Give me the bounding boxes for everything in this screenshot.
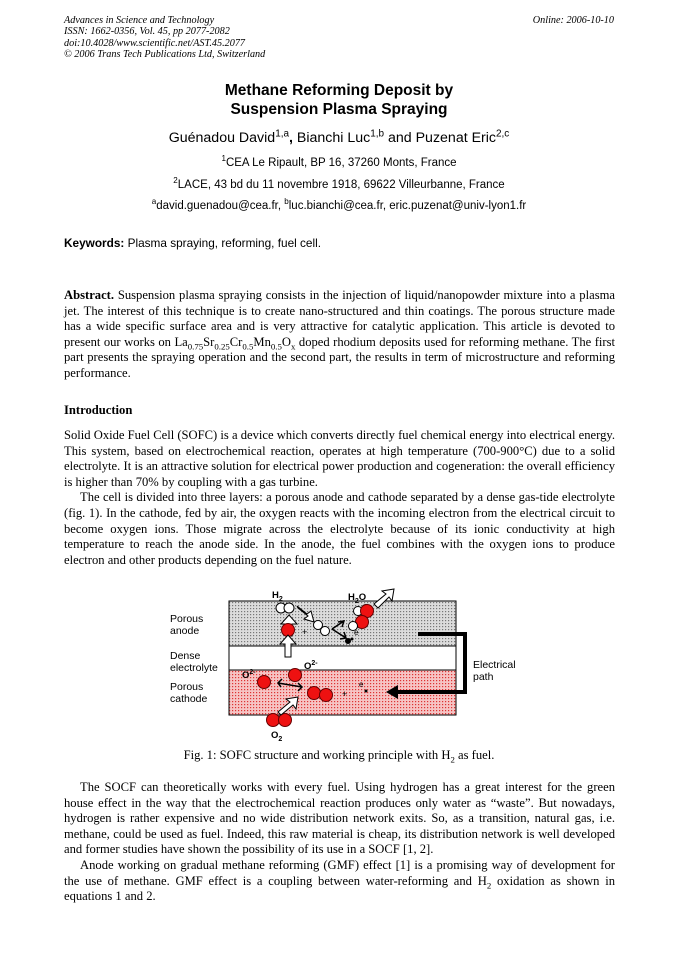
doi: doi:10.4028/www.scientific.net/AST.45.2077 [64,37,246,49]
label-plus-anode: + [302,627,308,637]
formula-el-o: O [281,334,292,349]
formula-sub-o: x [291,341,296,352]
figure-caption-sub: 2 [450,754,455,765]
affiliation-1-text: CEA Le Ripault, BP 16, 37260 Monts, France [225,157,457,169]
keywords-label: Keywords: [64,236,125,250]
author-3-sup: 2,c [496,128,510,140]
label-h2o-sub: 2 [354,598,359,605]
author-2: Bianchi Luc [296,130,371,146]
label-cathode-1: Porous [170,681,204,693]
author-1-sup: 1,a [275,128,289,140]
affiliation-1-sup: 1 [221,154,226,164]
email-b: luc.bianchi@cea.fr, eric.puzenat@univ-lyon1.fr [288,200,527,212]
abstract-text-1: Suspension plasma spraying consists in the injection of liquid/nanopowder mixture into a plasma jet. The interest of this technique is to create nano-structured and thin coatings. The porous structure made has a wide specific surface area and is very attractive for catalytic application. This article is devoted to present our works on [64,288,615,349]
electrolyte-layer [229,646,456,670]
oxygen-ion [289,669,302,682]
online-date: Online: 2006-10-10 [532,15,614,26]
figure-caption [0,748,678,763]
figure-caption-b: as fuel. [454,748,495,762]
email-a-sup: a [151,197,157,207]
label-eminus-cathode: e [359,680,364,689]
label-anode-1: Porous [170,613,204,625]
label-h2o-o: O [358,592,367,603]
label-o2minus-left-text: O [242,670,250,681]
body-paragraph-4-b: oxidation as shown in equations 1 and 2. [64,873,615,904]
author-1: Guénadou David [168,130,276,146]
formula-el-la: La [174,334,188,349]
title-line-2: Suspension Plasma Spraying [230,101,448,118]
journal-name: Advances in Science and Technology [64,15,215,26]
h2-atom [284,603,294,613]
label-plus-cathode: + [342,689,348,699]
affiliation-1 [0,154,678,169]
h-atom [321,627,330,636]
affiliation-2-text: LACE, 43 bd du 11 novembre 1918, 69622 Villeurbanne, France [177,179,505,191]
label-electrolyte-1: Dense [170,650,201,662]
author-2-sup: 1,b [370,128,385,140]
abstract [64,288,615,382]
affiliation-2 [0,176,678,191]
intro-body [64,428,615,568]
label-o2minus-mid-sup: 2- [311,660,318,667]
label-cathode-2: cathode [170,693,208,705]
oxygen-ion [308,687,321,700]
body-paragraph-4-sub: 2 [486,880,492,891]
sofc-figure [160,584,520,744]
abstract-text-2: doped rhodium deposits used for reforming methane. The first part presents the spraying operation and the second part, the results in term of microstructure and reforming performance. [64,334,615,380]
formula-sub-mn: 0.5 [270,341,282,352]
label-h2o-h: H [348,592,355,603]
oxygen-ion [320,689,333,702]
label-electrical-1: Electrical [473,659,516,671]
author-sep-2: and [384,130,416,146]
electron-dot [351,638,354,641]
figure-caption-a: Fig. 1: SOFC structure and working principle with H [183,748,451,762]
electron-dot [365,690,368,693]
body-paragraph-4-a: Anode working on gradual methane reforming (GMF) effect [1] is a promising way of development for the use of methane. GMF effect is a coupling between water-reforming and H [64,857,615,888]
oxygen-ion [258,676,271,689]
email-b-sup: b [284,197,289,207]
label-h2-sub: 2 [278,596,283,603]
label-eminus-anode: e [354,628,359,637]
electron-dot [345,638,351,644]
label-electrolyte-2: electrolyte [170,662,218,674]
authors [0,130,678,146]
body-continued [64,780,615,905]
keywords [64,236,321,250]
body-paragraph-4 [64,858,615,905]
issn: ISSN: 1662-0356, Vol. 45, pp 2077-2082 [64,26,230,38]
label-o2-text: O [271,730,279,741]
keywords-text: Plasma spraying, reforming, fuel cell. [127,236,322,250]
email-a: david.guenadou@cea.fr, [156,200,285,212]
label-o2-sub: 2 [278,736,283,743]
label-h2-text: H [272,590,279,601]
author-3: Puzenat Eric [415,130,497,146]
o2-atom [279,714,292,727]
formula-el-cr: Cr [229,334,243,349]
label-electrical-2: path [473,671,494,683]
formula-sub-sr: 0.25 [214,341,230,352]
intro-heading: Introduction [64,403,133,417]
emails [0,197,678,212]
intro-paragraph-1: Solid Oxide Fuel Cell (SOFC) is a device which converts directly fuel chemical energy into electrical energy. This system, based on electrochemical reaction, operates at high temperature (700-900°C) due to a solid electrolyte. It is an attractive solution for electrical power production and cogeneration: the overall efficiency is higher than 70% by coupling with a gas turbine. [64,428,615,489]
label-anode-2: anode [170,625,200,637]
formula [174,334,296,352]
formula-el-sr: Sr [203,334,215,349]
label-o2minus-left-sup: 2- [249,669,256,676]
copyright: © 2006 Trans Tech Publications Ltd, Switzerland [64,48,266,60]
author-sep-1: , [288,130,297,146]
journal-header [64,15,265,60]
body-paragraph-3: The SOCF can theoretically works with every fuel. Using hydrogen has a great interest for the green house effect in the way that the electrochemical reaction produces only water as “waste”. But nowadays, hydrogen is rather expensive and no wide distribution network exits. So, as a transition, natural gas, i.e. methane, could be used as fuel. Indeed, this raw material is cheap, its distribution network is well developed and former studies have shown the possibility of its use in a SOCF [1, 2]. [64,780,615,857]
affiliation-2-sup: 2 [173,176,178,186]
intro-paragraph-2: The cell is divided into three layers: a porous anode and cathode separated by a dense gas-tide electrolyte (fig. 1). In the cathode, fed by air, the oxygen reacts with the incoming electron from the electrical circuit to become oxygen ions. Those migrate across the electrolyte because of its ionic conductivity at high temperature to reach the anode side. In the anode, the fuel combines with the oxygen ions to produce electron and other products depending on the fuel nature. [64,490,615,567]
o2-atom [267,714,280,727]
label-o2minus-mid-text: O [304,661,312,672]
label-o2 [271,730,282,743]
formula-el-mn: Mn [253,334,271,349]
title-line-1: Methane Reforming Deposit by [224,82,454,99]
abstract-label: Abstract. [64,288,115,302]
formula-sub-cr: 0.5 [242,341,254,352]
formula-sub-la: 0.75 [187,341,204,352]
